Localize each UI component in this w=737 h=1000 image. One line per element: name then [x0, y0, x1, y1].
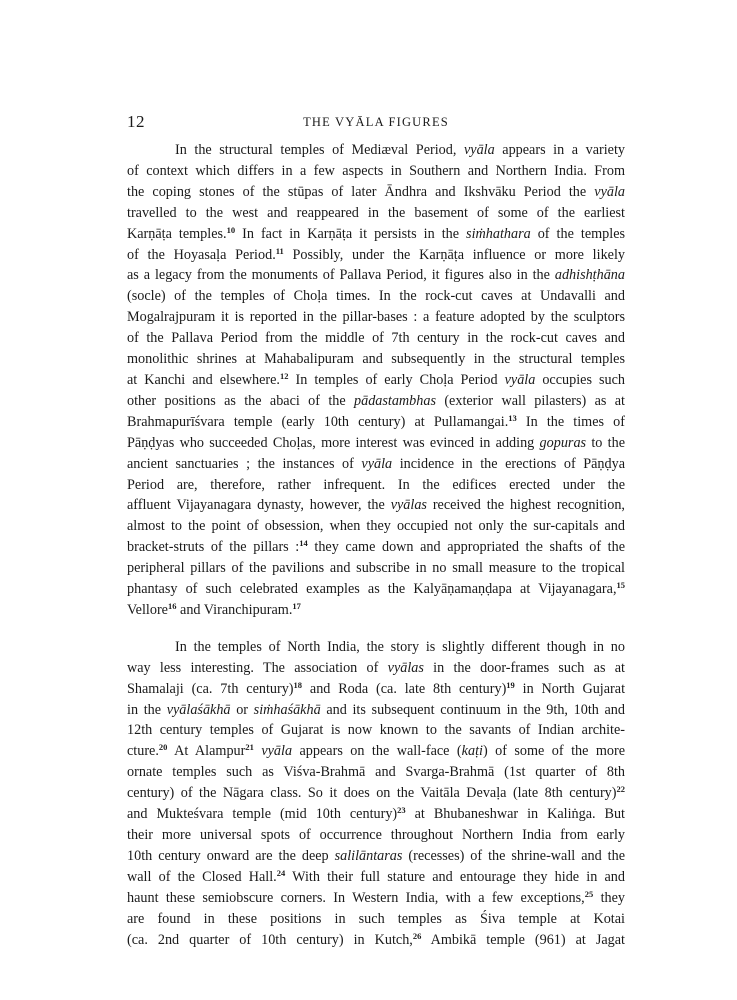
text-line: the coping stones of the stūpas of later Āndhra and Ikshvāku Period the vyāla — [127, 183, 625, 200]
paragraph-1 — [127, 140, 625, 621]
text-line: way less interesting. The association of vyālas in the door-frames such as at — [127, 659, 625, 676]
text-line: century) of the Nāgara class. So it does on the Vaitāla Devaḷa (late 8th century)$^{22}$ — [127, 784, 625, 802]
text-line: ornate temples such as Viśva-Brahmā and Svarga-Brahmā (1st quarter of 8th — [127, 764, 625, 781]
text-line: of context which differs in a few aspects in Southern and Northern India. From — [127, 162, 625, 179]
paragraph-2 — [127, 637, 625, 951]
text-line: Brahmapurīśvara temple (early 10th century) at Pullamangai.$^{13}$ In the times of — [127, 412, 625, 430]
text-line: (socle) of the temples of Choḷa times. In the rock-cut caves at Undavalli and — [127, 288, 625, 305]
text-line: Vellore$^{16}$ and Viranchipuram.$^{17}$ — [127, 600, 301, 618]
text-line: In the structural temples of Mediæval Period, vyāla appears in a variety — [175, 142, 625, 158]
text-line: other positions as the abaci of the pādastambhas (exterior wall pilasters) as at — [127, 392, 625, 409]
text-line: Mogalrajpuram it is reported in the pillar-bases : a feature adopted by the sculptors — [127, 309, 625, 326]
page-number: 12 — [127, 112, 145, 131]
text-line: (ca. 2nd quarter of 10th century) in Kutch,$^{26}$ Ambikā temple (961) at Jagat — [127, 930, 625, 948]
text-line: travelled to the west and reappeared in the basement of some of the earliest — [127, 204, 625, 221]
text-line: wall of the Closed Hall.$^{24}$ With their full stature and entourage they hide in and — [127, 867, 625, 885]
text-line: are found in these positions in such temples as Śiva temple at Kotai — [127, 910, 625, 927]
text-line: almost to the point of obsession, when they occupied not only the sur-capitals and — [127, 518, 625, 535]
text-line: and Mukteśvara temple (mid 10th century)$^{23}$ at Bhubaneshwar in Kaliṅga. But — [127, 805, 625, 823]
text-line: at Kanchi and elsewhere.$^{12}$ In temples of early Choḷa Period vyāla occupies such — [127, 370, 625, 388]
text-line: 10th century onward are the deep salilāntaras (recesses) of the shrine-wall and the — [127, 847, 625, 864]
text-line: cture.$^{20}$ At Alampur$^{21}$ vyāla appears on the wall-face (kaṭi) of some of the more — [127, 742, 625, 760]
text-line: ancient sanctuaries ; the instances of vyāla incidence in the erections of Pāṇḍya — [127, 455, 625, 472]
text-line: of the Pallava Period from the middle of 7th century in the rock-cut caves and — [127, 330, 625, 347]
text-line: Pāṇḍyas who succeeded Choḷas, more interest was evinced in adding gopuras to the — [127, 434, 625, 451]
text-line: In the temples of North India, the story is slightly different though in no — [175, 638, 625, 655]
text-line: haunt these semiobscure corners. In Western India, with a few exceptions,$^{25}$ they — [127, 888, 625, 906]
text-line: 12th century temples of Gujarat is now known to the savants of Indian archite- — [127, 722, 625, 739]
text-line: monolithic shrines at Mahabalipuram and subsequently in the structural temples — [127, 351, 625, 368]
text-line: phantasy of such celebrated examples as the Kalyāṇamaṇḍapa at Vijayanagara,$^{15}$ — [127, 580, 625, 598]
page-header — [127, 112, 625, 134]
text-line: Karṇāṭa temples.$^{10}$ In fact in Karṇāṭa it persists in the siṁhathara of the temples — [127, 224, 625, 242]
text-line: of the Hoyasaḷa Period.$^{11}$ Possibly, under the Karṇāṭa influence or more likely — [127, 245, 625, 263]
body-text — [127, 140, 625, 950]
paragraph-gap — [127, 621, 625, 637]
text-line: as a legacy from the monuments of Pallava Period, it figures also in the adhishṭhāna — [127, 267, 625, 284]
text-line: Period are, therefore, rather infrequent. In the edifices erected under the — [127, 476, 625, 493]
text-line: their more universal spots of occurrence throughout Northern India from early — [127, 827, 625, 843]
text-line: in the vyālaśākhā or siṁhaśākhā and its subsequent continuum in the 9th, 10th and — [127, 701, 625, 718]
text-line: peripheral pillars of the pavilions and subscribe in no small measure to the tropical — [127, 560, 625, 577]
text-line: Shamalaji (ca. 7th century)$^{18}$ and Roda (ca. late 8th century)$^{19}$ in North Gujarat — [127, 679, 625, 697]
running-head: THE VYĀLA FIGURES — [303, 115, 449, 129]
text-line: bracket-struts of the pillars :$^{14}$ they came down and appropriated the shafts of the — [127, 538, 625, 556]
text-line: affluent Vijayanagara dynasty, however, the vyālas received the highest recognition, — [127, 497, 625, 514]
